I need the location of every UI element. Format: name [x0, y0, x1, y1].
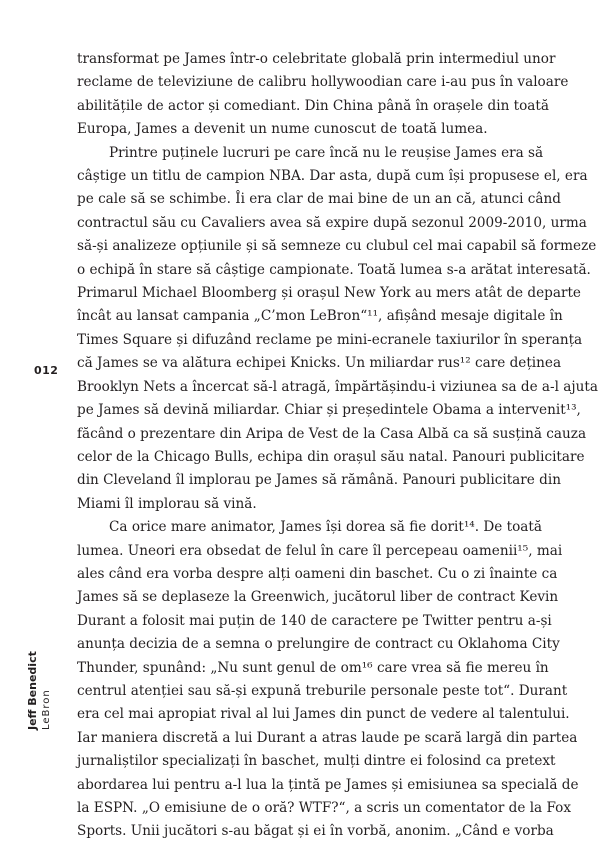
- text-line: reclame de televiziune de calibru hollywoodian care i-au pus în valoare: [77, 74, 569, 91]
- text-line: Iar maniera discretă a lui Durant a atras laude pe scară largă din partea: [77, 729, 578, 746]
- text-line: centrul atenției sau să-și expună treburile personale peste tot“. Durant: [77, 682, 568, 699]
- text-line: Thunder, spunând: „Nu sunt genul de om¹⁶ care vrea să fie mereu în: [77, 659, 549, 676]
- text-line: transformat pe James într-o celebritate globală prin intermediul unor: [77, 51, 556, 67]
- text-line: Primarul Michael Bloomberg și orașul New York au mers atât de departe: [77, 285, 581, 302]
- text-line: din Cleveland îl implorau pe James să rămână. Panouri publicitare din: [77, 472, 561, 489]
- text-line: abordarea lui pentru a-l lua la țintă pe James și emisiunea sa specială de: [77, 776, 579, 793]
- text-line: abilitățile de actor și comediant. Din China până în orașele din toată: [77, 97, 549, 114]
- paragraph: [77, 516, 579, 844]
- text-line: încât au lansat campania „C’mon LeBron“¹¹, afișând mesaje digitale în: [77, 308, 563, 325]
- text-line: anunța decizia de a semna o prelungire de contract cu Oklahoma City: [77, 636, 560, 653]
- text-line: făcând o prezentare din Aripa de Vest de la Casa Albă ca să susțină cauza: [77, 425, 587, 442]
- text-line: celor de la Chicago Bulls, echipa din orașul său natal. Panouri publicitare: [77, 448, 585, 465]
- text-line: Brooklyn Nets a încercat să-l atragă, împărtășindu-i viziunea sa de a-l ajuta: [77, 378, 598, 395]
- text-line: ales când era vorba despre alți oameni din baschet. Cu o zi înainte ca: [77, 565, 558, 582]
- text-line: că James se va alătura echipei Knicks. Un miliardar rus¹² care deținea: [77, 355, 562, 372]
- text-line: să-și analizeze opțiunile și să semneze cu clubul cel mai capabil să formeze: [77, 238, 597, 255]
- text-line: Times Square și difuzând reclame pe mini-ecranele taxiurilor în speranța: [77, 331, 583, 348]
- text-line: Printre puținele lucruri pe care încă nu le reușise James era să: [109, 144, 544, 161]
- text-line: pe James să devină miliardar. Chiar și președintele Obama a intervenit¹³,: [77, 402, 581, 419]
- text-line: James să se deplaseze la Greenwich, jucătorul liber de contract Kevin: [77, 589, 559, 606]
- text-line: Ca orice mare animator, James își dorea să fie dorit¹⁴. De toată: [109, 519, 542, 536]
- text-line: jurnaliștilor specializați în baschet, mulți dintre ei folosind ca pretext: [77, 753, 556, 770]
- page-number: 012: [34, 364, 59, 377]
- text-line: pe cale să se schimbe. Îi era clar de mai bine de un an că, atunci când: [77, 191, 561, 208]
- text-line: câștige un titlu de campion NBA. Dar asta, după cum își propusese el, era: [77, 168, 588, 185]
- text-line: Sports. Unii jucători s-au băgat și ei în vorbă, anonim. „Când e vorba: [77, 823, 554, 840]
- text-line: lumea. Uneori era obsedat de felul în care îl percepeau oamenii¹⁵, mai: [77, 542, 563, 559]
- text-line: Miami îl implorau să vină.: [77, 495, 257, 512]
- text-line: o echipă în stare să câștige campionate. Toată lumea s-a arătat interesată.: [77, 261, 591, 278]
- text-line: la ESPN. „O emisiune de o oră? WTF?“, a scris un comentator de la Fox: [77, 800, 572, 816]
- paragraph: [77, 142, 598, 517]
- paragraph: [77, 48, 569, 142]
- text-line: contractul său cu Cavaliers avea să expire după sezonul 2009-2010, urma: [77, 214, 587, 231]
- text-line: Durant a folosit mai puțin de 140 de caractere pe Twitter pentru a-și: [77, 612, 552, 629]
- text-line: era cel mai apropiat rival al lui James din punct de vedere al talentului.: [77, 706, 570, 723]
- body-text: [77, 48, 598, 844]
- text-line: Europa, James a devenit un nume cunoscut de toată lumea.: [77, 121, 488, 138]
